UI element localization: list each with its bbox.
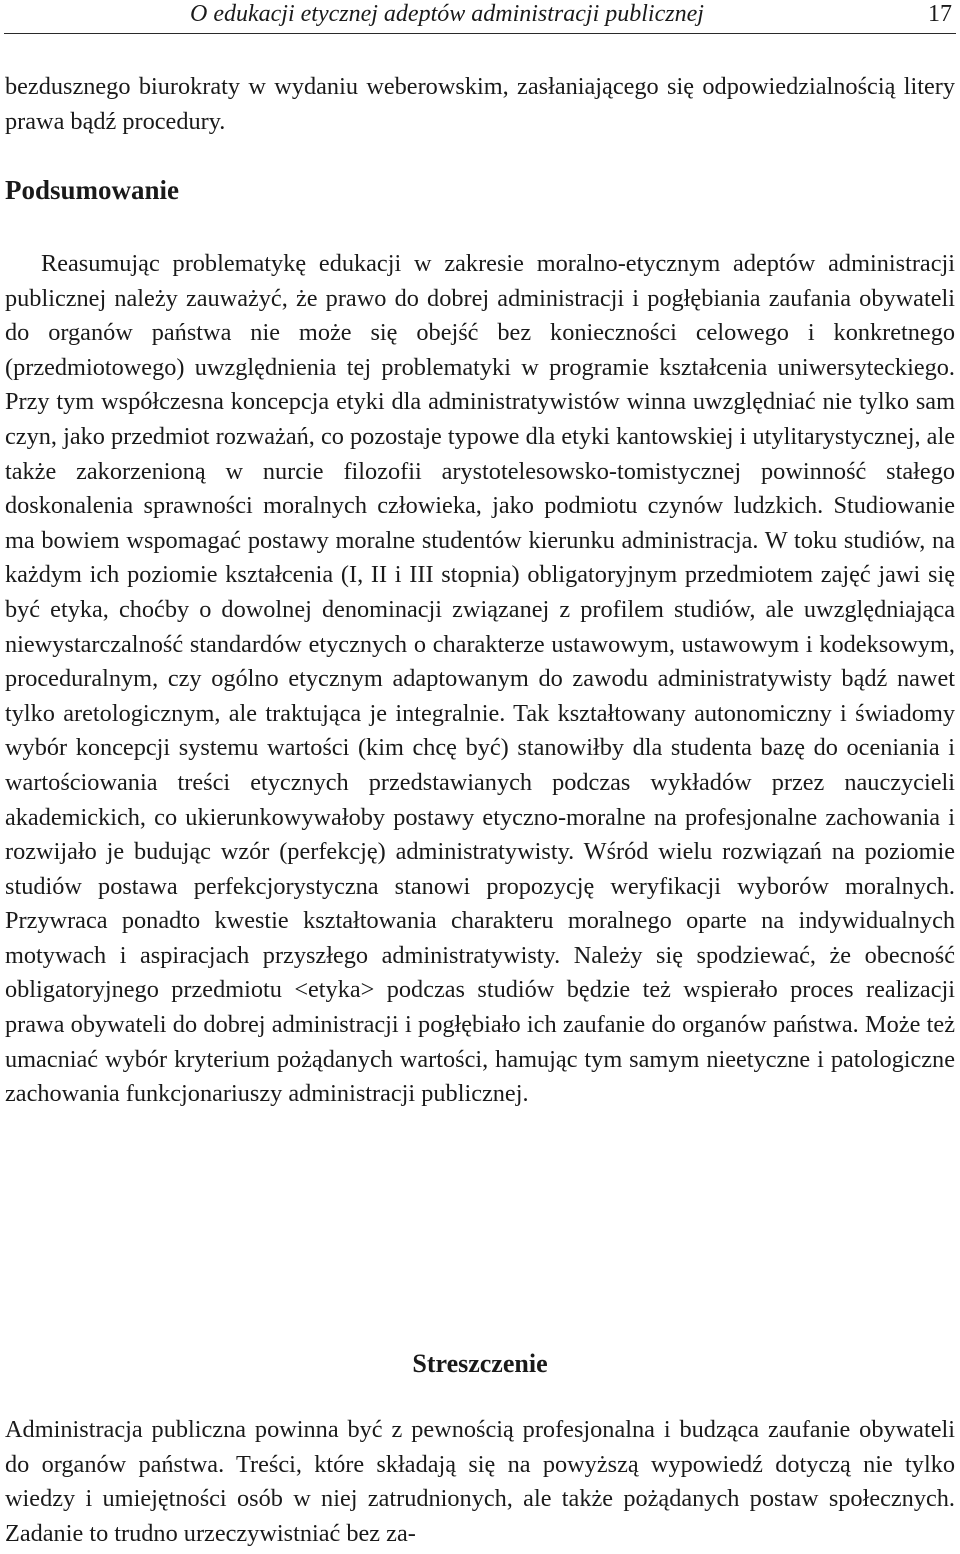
summary-paragraph: Administracja publiczna powinna być z pewnością profesjonalna i budząca zaufanie obywateli do organów państwa. Treści, które składają się na powyższą wypowiedź dotyczą nie tylko wiedzy i umiejętności osób w niej zatrudnionych, ale także pożądanych postaw społecznych. Zadanie to trudno urzeczywistniać bez za- <box>5 1416 955 1547</box>
section-heading-streszczenie: Streszczenie <box>412 1349 548 1378</box>
running-title: O edukacji etycznej adeptów administracji publicznej <box>190 1 704 27</box>
running-header <box>4 0 956 34</box>
page-number: 17 <box>928 1 952 27</box>
continuation-paragraph: bezdusznego biurokraty w wydaniu weberowskim, zasłaniającego się odpowiedzialnością litery prawa bądź procedury. <box>5 73 955 135</box>
main-paragraph: Reasumując problematykę edukacji w zakresie moralno-etycznym adeptów administracji publicznej należy zauważyć, że prawo do dobrej administracji i pogłębiania zaufania obywateli do organów państwa nie może się obejść bez konieczności celowego i konkretnego (przedmiotowego) uwzględnienia tej problematyki w programie kształcenia uniwersyteckiego. Przy tym współczesna koncepcja etyki dla administratywistów winna uwzględniać nie tylko sam czyn, jako przedmiot rozważań, co pozostaje typowe dla etyki kantowskiej i utylitarystycznej, ale także zakorzenioną w nurcie filozofii arystotelesowsko-tomistycznej powinność stałego doskonalenia sprawności moralnych człowieka, jako podmiotu czynów ludzkich. Studiowanie ma bowiem wspomagać postawy moralne studentów kierunku administracja. W toku studiów, na każdym ich poziomie kształcenia (I, II i III stopnia) obligatoryjnym przedmiotem zajęć jawi się być etyka, choćby o dowolnej denominacji związanej z profilem studiów, ale uwzględniająca niewystarczalność standardów etycznych o charakterze ustawowym, ustawowym i kodeksowym, proceduralnym, czy ogólno etycznym adaptowanym do zawodu administratywisty bądź nawet tylko aretologicznym, ale traktująca je integralnie. Tak kształtowany autonomiczny i świadomy wybór koncepcji systemu wartości (kim chcę być) stanowiłby dla studenta bazę do oceniania i wartościowania treści etycznych przedstawianych podczas wykładów przez nauczycieli akademickich, co ukierunkowywałoby postawy etyczno-moralne na profesjonalne zachowania i rozwijało je budując wzór (perfekcję) administratywisty. Wśród wielu rozwiązań na poziomie studiów postawa perfekcjorystyczna stanowi propozycję weryfikacji wyborów moralnych. Przywraca ponadto kwestie kształtowania charakteru moralnego oparte na indywidualnych motywach i aspiracjach przyszłego administratywisty. Należy się spodziewać, że obecność obligatoryjnego przedmiotu <etyka> podczas studiów będzie też wspierało proces realizacji prawa obywateli do dobrej administracji i pogłębiało ich zaufanie do organów państwa. Może też umacniać wybór kryterium pożądanych wartości, hamując tym samym nieetyczne i patologiczne zachowania funkcjonariuszy administracji publicznej. <box>5 250 955 1108</box>
section-heading-podsumowanie: Podsumowanie <box>5 175 180 205</box>
